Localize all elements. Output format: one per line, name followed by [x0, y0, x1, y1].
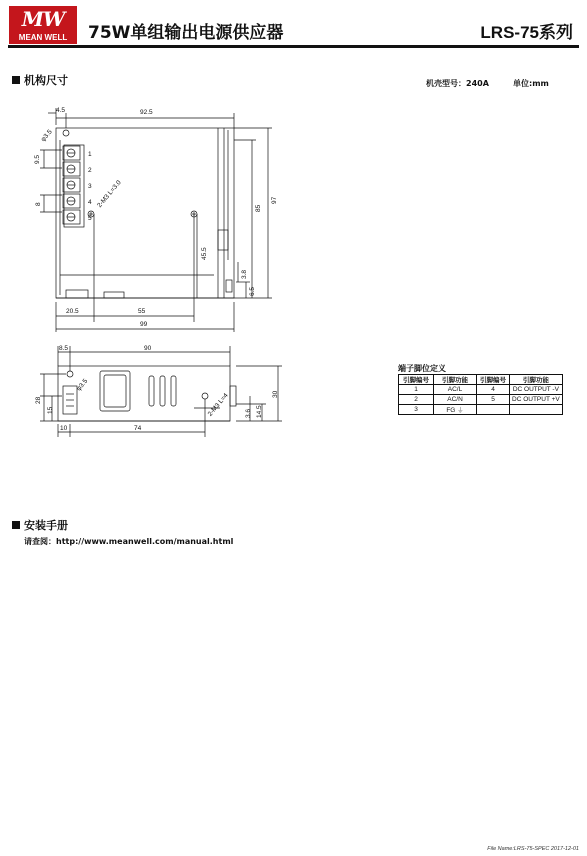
- dim-90: 90: [144, 345, 152, 352]
- dim-4-5: 4.5: [56, 107, 66, 114]
- dim-8-5: 8.5: [59, 345, 69, 352]
- case-number: 机壳型号：240A: [426, 79, 489, 88]
- dim-97: 97: [271, 196, 278, 204]
- series-name: LRS-75系列: [480, 23, 573, 42]
- dim-14-5: 14.5: [256, 405, 263, 418]
- pin-table-title: 端子脚位定义: [398, 364, 446, 373]
- terminal-2-label: 2: [88, 167, 92, 174]
- dim-20-5: 20.5: [66, 308, 79, 315]
- cell: FG ⏚: [434, 405, 477, 415]
- dim-99: 99: [140, 321, 148, 328]
- top-view-outline: [56, 128, 234, 298]
- cell: 4: [477, 385, 510, 395]
- col-function-2: 引脚功能: [510, 375, 563, 385]
- side-view-outline: [58, 366, 230, 421]
- col-function-1: 引脚功能: [434, 375, 477, 385]
- cell: DC OUTPUT +V: [510, 395, 563, 405]
- dim-55: 55: [138, 308, 146, 315]
- dim-28: 28: [35, 396, 42, 404]
- table-row: [399, 385, 563, 395]
- dim-30: 30: [272, 390, 279, 398]
- cell: DC OUTPUT -V: [510, 385, 563, 395]
- terminal-4-label: 4: [88, 199, 92, 206]
- dim-screw-m4: 2-M3 L=4: [206, 392, 230, 418]
- cell: 5: [477, 395, 510, 405]
- dim-85: 85: [255, 204, 262, 212]
- file-name-footer: File Name:LRS-75-SPEC 2017-12-01: [487, 846, 579, 852]
- terminal-3-label: 3: [88, 183, 92, 190]
- dim-10: 10: [60, 425, 68, 432]
- cell: [477, 405, 510, 415]
- pin-assignment-table: [398, 374, 563, 415]
- dim-8: 8: [35, 202, 42, 206]
- cell: 1: [399, 385, 434, 395]
- terminal-1-label: 1: [88, 151, 92, 158]
- dim-screw-m3: 2-M3 L=3.0: [96, 179, 123, 210]
- dim-15: 15: [47, 406, 54, 414]
- dim-side-hole-3-5: φ3.5: [75, 377, 90, 393]
- terminal-5-label: 5: [88, 215, 92, 222]
- dim-hole-3-5: φ3.5: [39, 128, 54, 144]
- dim-6-5: 6.5: [249, 286, 256, 296]
- dim-45-5: 45.5: [201, 247, 208, 260]
- table-row: [399, 405, 563, 415]
- table-header-row: [399, 375, 563, 385]
- dim-3-8: 3.8: [241, 269, 248, 279]
- cell: [510, 405, 563, 415]
- cell: 3: [399, 405, 434, 415]
- dim-3-6: 3.6: [245, 408, 252, 418]
- page-title: 75W单组输出电源供应器: [88, 23, 284, 43]
- install-heading: [12, 517, 68, 533]
- dim-74: 74: [134, 425, 142, 432]
- logo-text: MEAN WELL: [18, 33, 68, 42]
- dim-9-5: 9.5: [34, 154, 41, 164]
- install-heading-text: 安装手册: [24, 519, 68, 532]
- col-pin-no-1: 引脚编号: [399, 375, 434, 385]
- cell: AC/L: [434, 385, 477, 395]
- section-bullet-icon: [12, 521, 20, 529]
- logo-mark: MW: [21, 7, 65, 31]
- table-row: [399, 395, 563, 405]
- dim-92-5: 92.5: [140, 109, 153, 116]
- col-pin-no-2: 引脚编号: [477, 375, 510, 385]
- cell: AC/N: [434, 395, 477, 405]
- manual-link[interactable]: 请查阅：http://www.meanwell.com/manual.html: [24, 537, 234, 546]
- cell: 2: [399, 395, 434, 405]
- mechanical-heading-text: 机构尺寸: [24, 74, 68, 87]
- unit-label: 单位:mm: [513, 79, 549, 88]
